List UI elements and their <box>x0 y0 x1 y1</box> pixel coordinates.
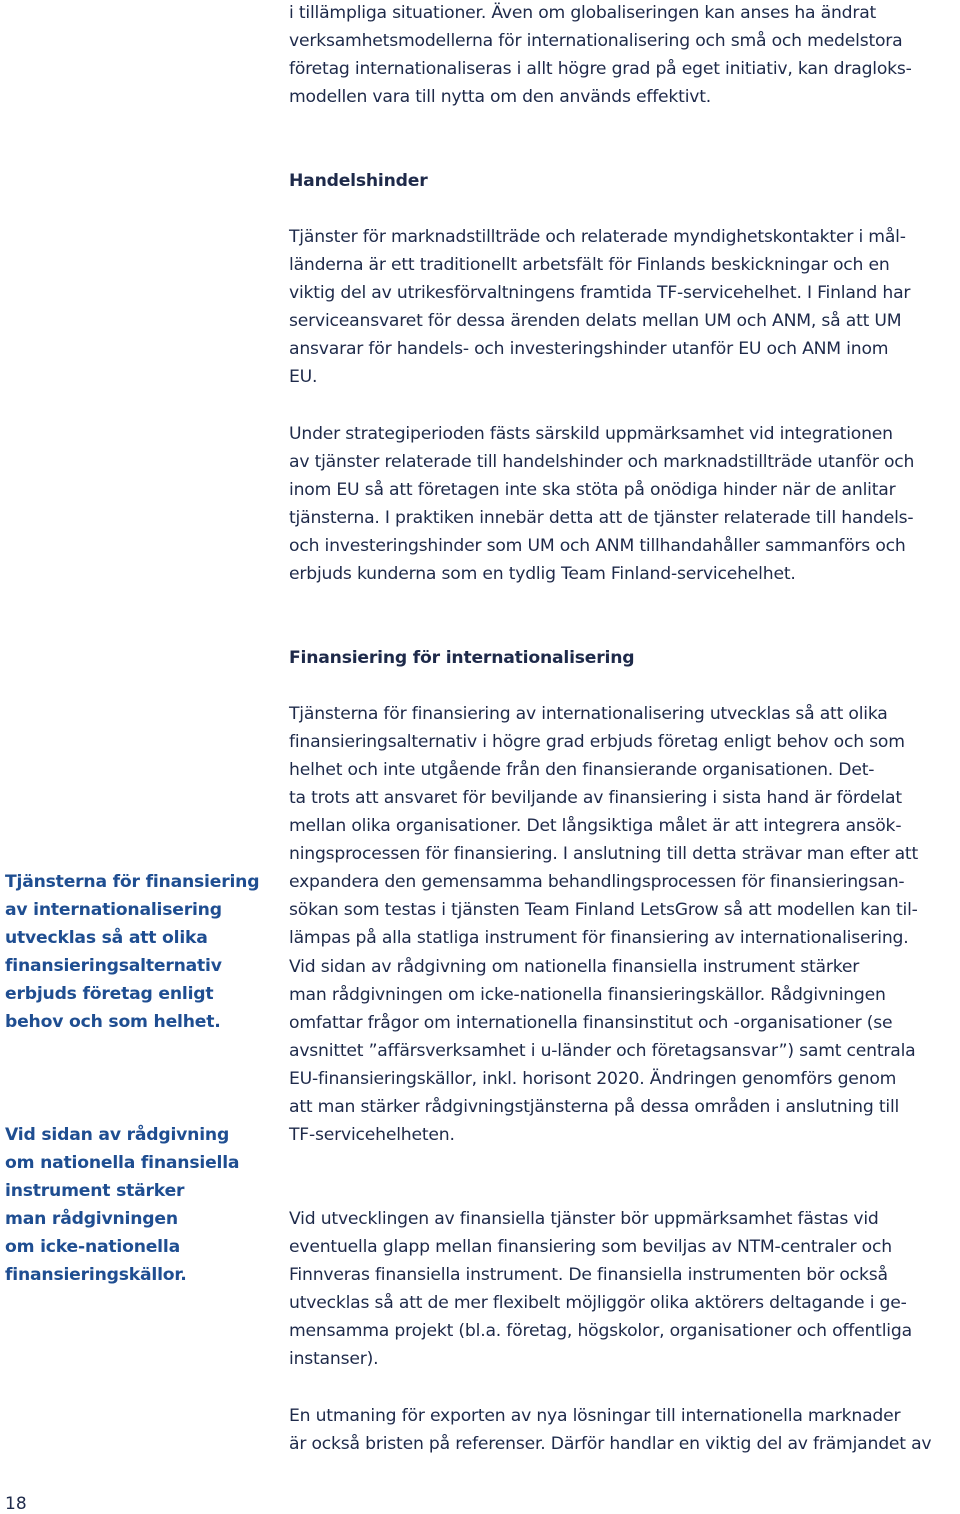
text-line: erbjuds kunderna som en tydlig Team Finland-servicehelhet. <box>289 564 796 584</box>
text-line: företag internationaliseras i allt högre grad på eget initiativ, kan dragloks- <box>289 59 912 79</box>
intro-paragraph <box>289 0 960 111</box>
text-line: länderna är ett traditionellt arbetsfält för Finlands beskickningar och en <box>289 255 890 275</box>
text-line: omfattar frågor om internationella finansinstitut och -organisationer (se <box>289 1013 893 1033</box>
handelshinder-paragraph-2 <box>289 420 960 588</box>
text-line: och investeringshinder som UM och ANM tillhandahåller sammanförs och <box>289 536 906 556</box>
text-line: avsnittet ”affärsverksamhet i u-länder och företagsansvar”) samt centrala <box>289 1041 916 1061</box>
text-line: ningsprocessen för finansiering. I anslutning till detta strävar man efter att <box>289 844 918 864</box>
pull-quote-line: behov och som helhet. <box>5 1012 221 1032</box>
text-line: mellan olika organisationer. Det långsiktiga målet är att integrera ansök- <box>289 816 902 836</box>
section-heading-finansiering: Finansiering för internationalisering <box>289 648 635 668</box>
text-line: eventuella glapp mellan finansiering som beviljas av NTM-centraler och <box>289 1237 892 1257</box>
text-line: av tjänster relaterade till handelshinder och marknadstillträde utanför och <box>289 452 915 472</box>
text-line: Vid sidan av rådgivning om nationella finansiella instrument stärker <box>289 957 860 977</box>
text-line: Finnveras finansiella instrument. De finansiella instrumenten bör också <box>289 1265 888 1285</box>
text-line: viktig del av utrikesförvaltningens framtida TF-servicehelhet. I Finland har <box>289 283 911 303</box>
text-line: instanser). <box>289 1349 379 1369</box>
text-line: expandera den gemensamma behandlingsprocessen för finansieringsan- <box>289 872 905 892</box>
text-line: utvecklas så att de mer flexibelt möjliggör olika aktörers deltagande i ge- <box>289 1293 907 1313</box>
text-line: inom EU så att företagen inte ska stöta på onödiga hinder när de anlitar <box>289 480 896 500</box>
text-line: i tillämpliga situationer. Även om globaliseringen kan anses ha ändrat <box>289 3 877 23</box>
pull-quote-line: erbjuds företag enligt <box>5 984 214 1004</box>
text-line: EU-finansieringskällor, inkl. horisont 2020. Ändringen genomförs genom <box>289 1069 897 1089</box>
text-line: Under strategiperioden fästs särskild uppmärksamhet vid integrationen <box>289 424 893 444</box>
text-line: att man stärker rådgivningstjänsterna på dessa områden i anslutning till <box>289 1097 900 1117</box>
finansiering-paragraph-3 <box>289 1205 960 1373</box>
text-line: TF-servicehelheten. <box>289 1125 455 1145</box>
pull-quote-line: finansieringsalternativ <box>5 956 222 976</box>
text-line: ansvarar för handels- och investeringshinder utanför EU och ANM inom <box>289 339 889 359</box>
section-heading-handelshinder: Handelshinder <box>289 171 428 191</box>
page-number: 18 <box>5 1494 27 1514</box>
text-line: mensamma projekt (bl.a. företag, högskolor, organisationer och offentliga <box>289 1321 912 1341</box>
text-line: ta trots att ansvaret för beviljande av finansiering i sista hand är fördelat <box>289 788 902 808</box>
text-line: helhet och inte utgående från den finansierande organisationen. Det- <box>289 760 875 780</box>
pull-quote-line: utvecklas så att olika <box>5 928 208 948</box>
finansiering-paragraph-1 <box>289 700 960 952</box>
text-line: EU. <box>289 367 318 387</box>
pull-quote-line: om nationella finansiella <box>5 1153 240 1173</box>
text-line: Tjänster för marknadstillträde och relaterade myndighetskontakter i mål- <box>289 227 906 247</box>
pull-quote-line: instrument stärker <box>5 1181 185 1201</box>
text-line: sökan som testas i tjänsten Team Finland LetsGrow så att modellen kan til- <box>289 900 918 920</box>
text-line: man rådgivningen om icke-nationella finansieringskällor. Rådgivningen <box>289 985 886 1005</box>
text-line: serviceansvaret för dessa ärenden delats mellan UM och ANM, så att UM <box>289 311 902 331</box>
pull-quote-line: Vid sidan av rådgivning <box>5 1125 230 1145</box>
pull-quote-line: av internationalisering <box>5 900 222 920</box>
text-line: finansieringsalternativ i högre grad erbjuds företag enligt behov och som <box>289 732 905 752</box>
pull-quote-financing-services <box>5 868 260 1036</box>
text-line: modellen vara till nytta om den används effektivt. <box>289 87 712 107</box>
text-line: är också bristen på referenser. Därför handlar en viktig del av främjandet av <box>289 1434 932 1454</box>
text-line: Tjänsterna för finansiering av internationalisering utvecklas så att olika <box>289 704 888 724</box>
pull-quote-line: finansieringskällor. <box>5 1265 187 1285</box>
text-line: verksamhetsmodellerna för internationalisering och små och medelstora <box>289 31 903 51</box>
pull-quote-line: Tjänsterna för finansiering <box>5 872 260 892</box>
pull-quote-advisory <box>5 1121 255 1289</box>
handelshinder-paragraph-1 <box>289 223 960 391</box>
pull-quote-line: om icke-nationella <box>5 1237 180 1257</box>
finansiering-paragraph-2 <box>289 953 960 1149</box>
finansiering-paragraph-4 <box>289 1402 960 1458</box>
text-line: En utmaning för exporten av nya lösningar till internationella marknader <box>289 1406 901 1426</box>
text-line: tjänsterna. I praktiken innebär detta att de tjänster relaterade till handels- <box>289 508 914 528</box>
pull-quote-line: man rådgivningen <box>5 1209 178 1229</box>
text-line: lämpas på alla statliga instrument för finansiering av internationalisering. <box>289 928 909 948</box>
text-line: Vid utvecklingen av finansiella tjänster bör uppmärksamhet fästas vid <box>289 1209 879 1229</box>
